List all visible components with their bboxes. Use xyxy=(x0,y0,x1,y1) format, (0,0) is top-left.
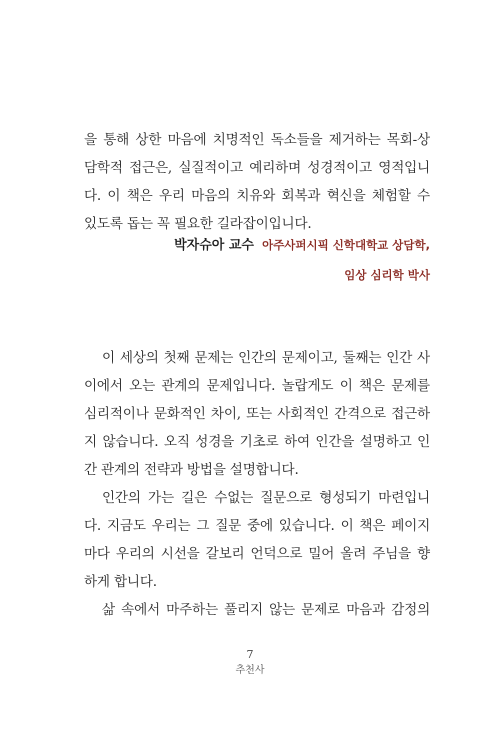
text-line: 다. 지금도 우리는 그 질문 중에 있습니다. 이 책은 페이지 xyxy=(84,518,430,534)
text-line: 간 관계의 전략과 방법을 설명합니다. xyxy=(84,462,299,478)
text-line: 이 세상의 첫째 문제는 인간의 문제이고, 둘째는 인간 사 xyxy=(102,350,430,366)
text-line: 이에서 오는 관계의 문제입니다. 놀랍게도 이 책은 문제를 xyxy=(84,378,430,394)
text-line: 지 않습니다. 오직 성경을 기초로 하여 인간을 설명하고 인 xyxy=(84,434,430,450)
body-text xyxy=(84,344,430,624)
author-title: 아주사퍼시픽 신학대학교 상담학, xyxy=(262,238,430,252)
text-line: 심리적이나 문화적인 차이, 또는 사회적인 간격으로 접근하 xyxy=(84,406,430,422)
top-paragraph xyxy=(84,126,430,238)
text-line: 인간의 가는 길은 수없는 질문으로 형성되기 마련입니 xyxy=(102,490,430,506)
text-line: 담학적 접근은, 실질적이고 예리하며 성경적이고 영적입니 xyxy=(84,160,430,176)
text-line: 삶 속에서 마주하는 풀리지 않는 문제로 마음과 감정의 xyxy=(102,602,430,618)
attribution-line-1 xyxy=(174,231,430,260)
text-line: 있도록 돕는 꼭 필요한 길라잡이입니다. xyxy=(84,216,312,232)
text-line: 하게 합니다. xyxy=(84,574,157,590)
author-credential: 임상 심리학 박사 xyxy=(344,268,430,282)
text-line: 다. 이 책은 우리 마음의 치유와 회복과 혁신을 체험할 수 xyxy=(84,188,430,204)
text-line: 마다 우리의 시선을 갈보리 언덕으로 밀어 올려 주님을 향 xyxy=(84,546,430,562)
attribution-line-2 xyxy=(344,261,430,290)
text-line: 을 통해 상한 마음에 치명적인 독소들을 제거하는 목회-상 xyxy=(84,132,430,148)
section-name: 추천사 xyxy=(235,665,265,676)
author-name: 박자슈아 교수 xyxy=(174,238,254,253)
page-number: 7 xyxy=(246,648,254,661)
